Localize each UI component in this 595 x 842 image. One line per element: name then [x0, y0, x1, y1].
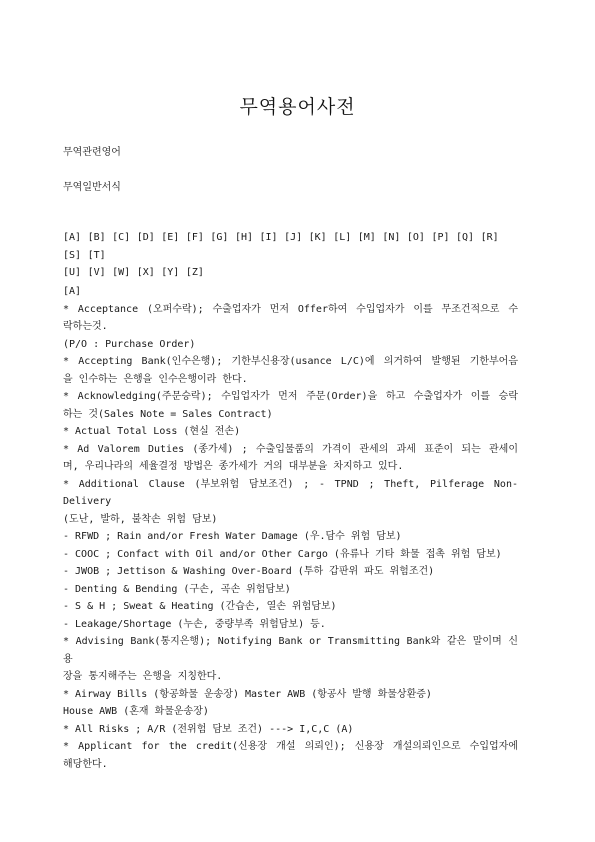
glossary-line: (도난, 발하, 불착손 위험 담보)	[63, 513, 218, 525]
alphabet-index	[63, 229, 523, 282]
glossary-line: - JWOB ; Jettison & Washing Over-Board (투하 갑판위 파도 위험조건)	[63, 566, 435, 577]
alphabet-link[interactable]: [U]	[63, 267, 82, 278]
page-title: 무역용어사전	[239, 96, 356, 118]
alphabet-link[interactable]: [F]	[185, 232, 204, 243]
alphabet-link[interactable]: [L]	[333, 232, 352, 243]
section-heading: [A]	[63, 286, 82, 297]
alphabet-link[interactable]: [C]	[112, 232, 131, 243]
glossary-line: 하는 것(Sales Note = Sales Contract)	[63, 408, 273, 420]
alphabet-link[interactable]: [Y]	[161, 267, 180, 278]
glossary-line: * Ad Valorem Duties (종가세) ; 수출입물품의 가격이 관세의 과세 표준이 되는 관세이	[63, 443, 518, 455]
alphabet-link[interactable]: [I]	[259, 232, 278, 243]
glossary-line: * Applicant for the credit(신용장 개설 의뢰인); 신용장 개설의뢰인으로 수입업자에	[63, 741, 518, 752]
alphabet-link[interactable]: [O]	[406, 232, 425, 243]
glossary-line: 장을 통지해주는 은행을 지칭한다.	[63, 671, 223, 682]
alphabet-link[interactable]: [S]	[63, 249, 82, 261]
glossary-line: - Leakage/Shortage (누손, 중량부족 위험담보) 등.	[63, 618, 326, 630]
glossary-line: * Advising Bank(통지은행); Notifying Bank or Transmitting Bank와 같은 말이며 신용	[63, 636, 518, 665]
alphabet-link[interactable]: [D]	[136, 232, 155, 243]
alphabet-link[interactable]: [V]	[87, 267, 106, 278]
alphabet-link[interactable]: [K]	[308, 232, 327, 243]
alphabet-link[interactable]: [Z]	[185, 267, 204, 278]
alphabet-link[interactable]: [A]	[63, 232, 82, 243]
alphabet-link[interactable]: [T]	[87, 249, 106, 261]
glossary-line: - Denting & Bending (구손, 곡손 위험담보)	[63, 583, 291, 595]
alphabet-link[interactable]: [N]	[382, 232, 401, 243]
glossary-line: 락하는것.	[63, 321, 108, 332]
alphabet-link[interactable]: [G]	[210, 232, 229, 243]
glossary-entries	[63, 301, 518, 774]
alphabet-link[interactable]: [Q]	[456, 232, 475, 243]
glossary-line: 을 인수하는 은행을 인수은행이라 한다.	[63, 373, 248, 385]
glossary-line: * Additional Clause (부보위험 담보조건) ; - TPND ; Theft, Pilferage Non-Delivery	[63, 478, 518, 507]
glossary-line: House AWB (혼재 화물운송장)	[63, 706, 209, 717]
glossary-line: * Airway Bills (항공화물 운송장) Master AWB (항공사 발행 화물상환증)	[63, 688, 432, 700]
glossary-line: * Accepting Bank(인수은행); 기한부신용장(usance L/C)에 의거하여 발행된 기한부어음	[63, 356, 518, 367]
glossary-section	[63, 283, 518, 773]
glossary-line: * Actual Total Loss (현실 전손)	[63, 426, 241, 437]
glossary-line: - RFWD ; Rain and/or Fresh Water Damage (우.담수 위험 담보)	[63, 531, 402, 542]
glossary-line: - S & H ; Sweat & Heating (간습손, 열손 위험담보)	[63, 601, 337, 612]
alphabet-index-row-1	[63, 229, 523, 264]
glossary-line: - COOC ; Confact with Oil and/or Other Cargo (유류나 기타 화물 접촉 위험 담보)	[63, 548, 502, 560]
trade-forms-link[interactable]: 무역일반서식	[63, 182, 121, 193]
glossary-line: * Acceptance (오퍼수락); 수출업자가 먼저 Offer하여 수입업자가 이를 무조건적으로 수	[63, 303, 518, 315]
glossary-line: 며, 우리나라의 세율결정 방법은 종가세가 거의 대부분을 차지하고 있다.	[63, 461, 404, 472]
alphabet-link[interactable]: [M]	[357, 232, 376, 243]
alphabet-link[interactable]: [P]	[431, 232, 450, 243]
alphabet-link[interactable]: [E]	[161, 232, 180, 243]
alphabet-link[interactable]: [B]	[87, 232, 106, 243]
glossary-line: 해당한다.	[63, 758, 108, 770]
alphabet-index-row-2	[63, 264, 523, 282]
alphabet-link[interactable]: [R]	[480, 232, 499, 243]
alphabet-link[interactable]: [H]	[234, 232, 253, 243]
alphabet-link[interactable]: [W]	[112, 267, 131, 278]
glossary-line: (P/O : Purchase Order)	[63, 338, 196, 350]
trade-english-link[interactable]: 무역관련영어	[63, 147, 121, 158]
alphabet-link[interactable]: [J]	[284, 232, 303, 243]
alphabet-link[interactable]: [X]	[136, 267, 155, 278]
glossary-line: * All Risks ; A/R (전위험 담보 조건) ---> I,C,C (A)	[63, 723, 354, 735]
glossary-line: * Acknowledging(주문승락); 수입업자가 먼저 주문(Order)을 하고 수출업자가 이를 승락	[63, 391, 518, 402]
